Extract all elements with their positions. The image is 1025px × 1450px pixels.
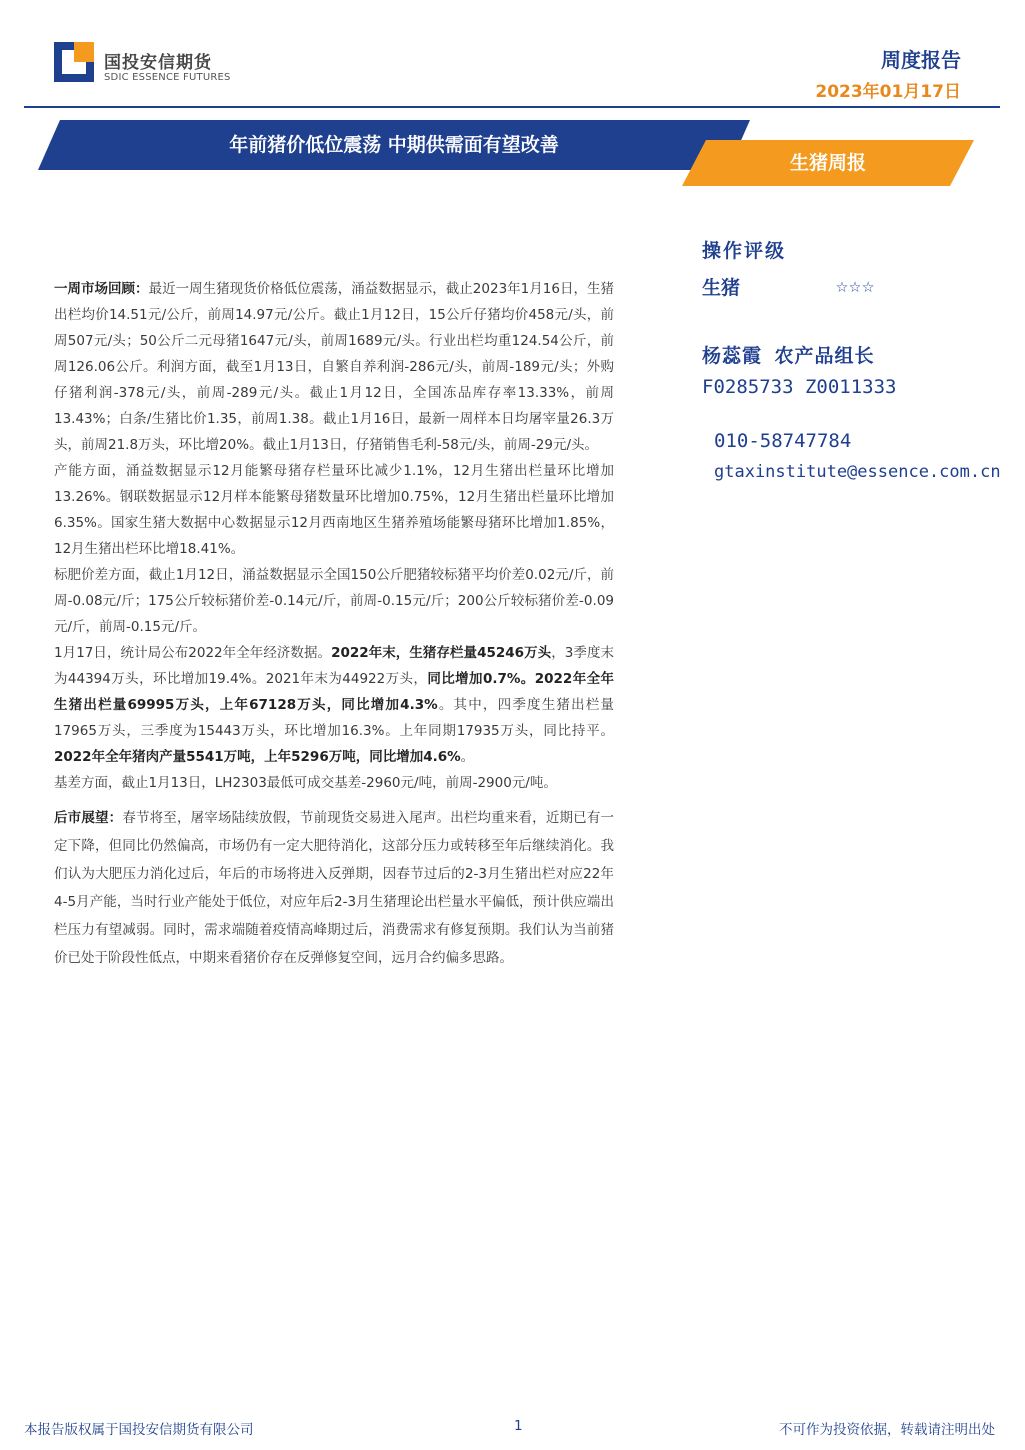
analyst-phone: 010-58747784 xyxy=(714,430,852,452)
company-name: 国投安信期货 xyxy=(104,53,212,73)
report-type: 周度报告 xyxy=(881,48,961,72)
analyst-license: F0285733 Z0011333 xyxy=(702,376,897,398)
report-title: 年前猪价低位震荡 中期供需面有望改善 xyxy=(229,134,559,156)
footer-copyright: 本报告版权属于国投安信期货有限公司 xyxy=(24,1422,254,1438)
sidebar xyxy=(702,236,1025,482)
market-review-text: 最近一周生猪现货价格低位震荡，涌益数据显示，截止2023年1月16日，生猪出栏均价14.51元/公斤，前周14.97元/公斤。截止1月12日，15公斤仔猪均价458元/头，前周507元/头；50公斤二元母猪1647元/头，前周1689元/头。行业出栏均重124.54公斤，前周126.06公斤。利润方面，截至1月13日，自繁自养利润-286元/头，前周-189元/头；外购仔猪利润-378元/头，前周-289元/头。截止1月12日，全国冻品库存率13.33%，前周13.43%；白条/生猪比价1.35，前周1.38。截止1月16日，最新一周样本日均屠宰量26.3万头，前周21.8万头，环比增20%。截止1月13日，仔猪销售毛利-58元/头，前周-29元/头。 xyxy=(54,281,615,453)
basis-paragraph: 基差方面，截止1月13日，LH2303最低可成交基差-2960元/吨，前周-2900元/吨。 xyxy=(54,775,557,791)
report-date: 2023年01月17日 xyxy=(815,82,961,102)
rating-stars-icon: ☆☆☆ xyxy=(836,273,876,297)
outlook-text: 春节将至，屠宰场陆续放假，节前现货交易进入尾声。出栏均重来看，近期已有一定下降，但同比仍然偏高，市场仍有一定大肥待消化，这部分压力或转移至年后继续消化。我们认为大肥压力消化过后，年后的市场将进入反弹期，因春节过后的2-3月生猪出栏对应22年4-5月产能，当时行业产能处于低位，对应年后2-3月生猪理论出栏量水平偏低，预计供应端出栏压力有望减弱。同时，需求端随着疫情高峰期过后，消费需求有修复预期。我们认为当前猪价已处于阶段性低点，中期来看猪价存在反弹修复空间，远月合约偏多思路。 xyxy=(54,810,614,966)
outlook-label: 后市展望： xyxy=(54,810,123,826)
company-logo-icon xyxy=(54,42,94,82)
rating-item: 生猪 xyxy=(702,277,741,299)
footer-disclaimer: 不可作为投资依据，转载请注明出处 xyxy=(779,1422,995,1438)
page-number: 1 xyxy=(514,1418,523,1434)
company-name-en: SDIC ESSENCE FUTURES xyxy=(104,72,231,83)
rating-row xyxy=(702,273,1025,297)
rating-title: 操作评级 xyxy=(702,240,787,262)
report-subtitle: 生猪周报 xyxy=(789,152,866,174)
header-divider xyxy=(24,106,1000,108)
analyst-name: 杨蕊霞 农产品组长 xyxy=(702,345,875,367)
market-review-paragraph xyxy=(54,276,614,458)
outlook-paragraph xyxy=(54,804,614,972)
stats-paragraph: 1月17日，统计局公布2022年全年经济数据。2022年末，生猪存栏量45246万头，3季度末为44394万头，环比增加19.4%。2021年末为44922万头，同比增加0.7%。2022年全年生猪出栏量69995万头，上年67128万头，同比增加4.3%。其中，四季度生猪出栏量17965万头，三季度为15443万头，环比增加16.3%。上年同期17935万头，同比持平。2022年全年猪肉产量5541万吨，上年5296万吨，同比增加4.6%。 xyxy=(54,645,615,765)
main-content xyxy=(54,276,614,972)
weight-spread-paragraph: 标肥价差方面，截止1月12日，涌益数据显示全国150公斤肥猪较标猪平均价差0.02元/斤，前周-0.08元/斤；175公斤较标猪价差-0.14元/斤，前周-0.15元/斤；200公斤较标猪价差-0.09元/斤，前周-0.15元/斤。 xyxy=(54,567,614,635)
analyst-email[interactable]: gtaxinstitute@essence.com.cn xyxy=(714,462,1001,482)
market-review-label: 一周市场回顾： xyxy=(54,281,149,297)
capacity-paragraph: 产能方面，涌益数据显示12月能繁母猪存栏量环比减少1.1%，12月生猪出栏量环比增加13.26%。钢联数据显示12月样本能繁母猪数量环比增加0.75%，12月生猪出栏量环比增加6.35%。国家生猪大数据中心数据显示12月西南地区生猪养殖场能繁母猪环比增加1.85%，12月生猪出栏环比增18.41%。 xyxy=(54,463,614,557)
